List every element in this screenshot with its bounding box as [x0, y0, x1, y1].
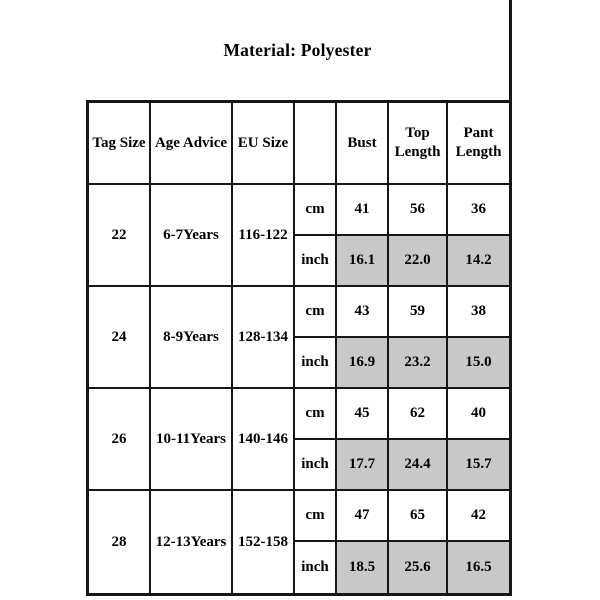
- tag-size-cell: 24: [89, 287, 151, 389]
- top-length-inch-value: 22.0: [389, 236, 448, 287]
- top-length-inch-value: 23.2: [389, 338, 448, 389]
- pant-length-cm-value: 42: [448, 491, 509, 542]
- unit-cm-label: cm: [295, 185, 337, 236]
- unit-inch-label: inch: [295, 338, 337, 389]
- bust-inch-value: 18.5: [337, 542, 389, 593]
- bust-cm-value: 47: [337, 491, 389, 542]
- bust-cm-value: 43: [337, 287, 389, 338]
- unit-inch-label: inch: [295, 542, 337, 593]
- pant-length-inch-value: 15.0: [448, 338, 509, 389]
- bust-inch-value: 16.9: [337, 338, 389, 389]
- pant-length-cm-value: 36: [448, 185, 509, 236]
- pant-length-cm-value: 40: [448, 389, 509, 440]
- age-advice-cell: 10-11Years: [151, 389, 233, 491]
- tag-size-cell: 26: [89, 389, 151, 491]
- eu-size-cell: 140-146: [233, 389, 295, 491]
- eu-size-cell: 116-122: [233, 185, 295, 287]
- header-unit: [295, 103, 337, 185]
- header-pant-length: Pant Length: [448, 103, 509, 185]
- age-advice-cell: 6-7Years: [151, 185, 233, 287]
- header-bust: Bust: [337, 103, 389, 185]
- top-length-cm-value: 62: [389, 389, 448, 440]
- header-eu-size: EU Size: [233, 103, 295, 185]
- unit-cm-label: cm: [295, 389, 337, 440]
- unit-cm-label: cm: [295, 287, 337, 338]
- tag-size-cell: 28: [89, 491, 151, 593]
- age-advice-cell: 12-13Years: [151, 491, 233, 593]
- pant-length-cm-value: 38: [448, 287, 509, 338]
- tag-size-cell: 22: [89, 185, 151, 287]
- pant-length-inch-value: 14.2: [448, 236, 509, 287]
- unit-inch-label: inch: [295, 440, 337, 491]
- age-advice-cell: 8-9Years: [151, 287, 233, 389]
- page-title: Material: Polyester: [223, 39, 372, 60]
- pant-length-inch-value: 16.5: [448, 542, 509, 593]
- top-length-cm-value: 56: [389, 185, 448, 236]
- header-tag-size: Tag Size: [89, 103, 151, 185]
- title-area: [0, 0, 512, 100]
- bust-inch-value: 17.7: [337, 440, 389, 491]
- top-length-inch-value: 25.6: [389, 542, 448, 593]
- size-chart-table: [86, 100, 512, 596]
- top-length-cm-value: 59: [389, 287, 448, 338]
- bust-cm-value: 45: [337, 389, 389, 440]
- top-length-inch-value: 24.4: [389, 440, 448, 491]
- pant-length-inch-value: 15.7: [448, 440, 509, 491]
- bust-cm-value: 41: [337, 185, 389, 236]
- eu-size-cell: 152-158: [233, 491, 295, 593]
- eu-size-cell: 128-134: [233, 287, 295, 389]
- unit-inch-label: inch: [295, 236, 337, 287]
- header-top-length: Top Length: [389, 103, 448, 185]
- bust-inch-value: 16.1: [337, 236, 389, 287]
- unit-cm-label: cm: [295, 491, 337, 542]
- top-length-cm-value: 65: [389, 491, 448, 542]
- header-age-advice: Age Advice: [151, 103, 233, 185]
